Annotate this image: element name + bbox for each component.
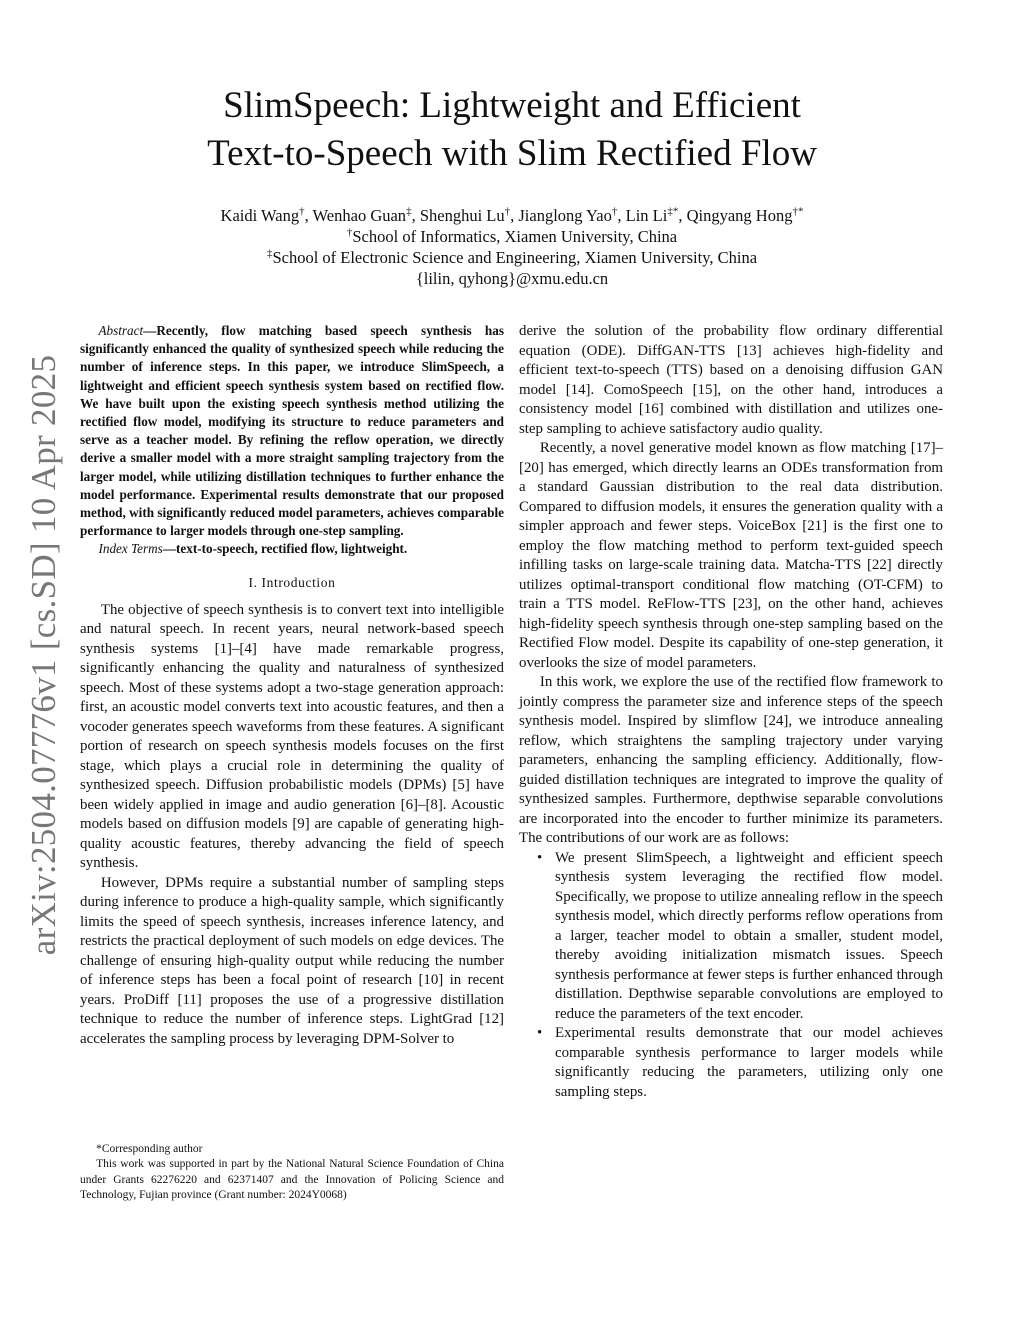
body-paragraph: In this work, we explore the use of the rectified flow framework to jointly compress the parameter size and inference steps of the speech synthesis model. Inspired by slimflow [24], we introduce annealing reflow, which straightens the sampling trajectory under varying parameters, enhancing the sampling efficiency. Additionally, flow-guided distillation techniques are integrated to improve the quality of synthesized samples. Furthermore, depthwise separable convolutions are incorporated into the encoder to further minimize its parameters. The contributions of our work are as follows: bbox=[519, 674, 943, 846]
body-paragraph: However, DPMs require a substantial number of sampling steps during inference to produce a high-quality sample, which significantly limits the speed of speech synthesis, increases inference latency, and restricts the practical deployment of such models on edge devices. The challenge of ensuring high-quality output while reducing the number of inference steps has been a focal point of research [10] in recent years. ProDiff [11] proposes the use of a progressive distillation technique to reduce the number of inference steps. LightGrad [12] accelerates the sampling process by leveraging DPM-Solver to bbox=[80, 874, 504, 1047]
arxiv-side-stamp bbox=[0, 0, 90, 1325]
bullet-icon: • bbox=[537, 1025, 543, 1041]
index-terms bbox=[80, 540, 504, 558]
author: Kaidi Wang†, bbox=[220, 205, 313, 225]
left-column bbox=[80, 322, 504, 1049]
bullet-icon: • bbox=[537, 849, 543, 866]
author-list bbox=[100, 205, 924, 226]
footnote-funding: This work was supported in part by the National Natural Science Foundation of China under Grants 62276220 and 62371407 and the Innovation of Policing Science and Technology, Fujian province (Grant number: 2024Y0068) bbox=[80, 1158, 504, 1202]
index-terms-text: —text-to-speech, rectified flow, lightweight. bbox=[162, 541, 408, 557]
footnotes bbox=[80, 1142, 504, 1204]
body-paragraph: derive the solution of the probability flow ordinary differential equation (ODE). DiffGAN-TTS [13] achieves high-fidelity and efficient text-to-speech (TTS) based on a denoising diffusion GAN model [14]. ComoSpeech [15], on the other hand, introduces a consistency model [16] combined with distillation and utilizes one-step sampling to achieve satisfactory audio quality. bbox=[519, 323, 943, 437]
section-heading: I. Introduction bbox=[248, 574, 336, 590]
footnote-corresponding: *Corresponding author bbox=[96, 1143, 203, 1155]
affiliation: ‡School of Electronic Science and Engineering, Xiamen University, China bbox=[266, 247, 758, 267]
affiliation: †School of Informatics, Xiamen University, China bbox=[346, 226, 678, 246]
title-block bbox=[100, 82, 924, 289]
list-item: • Experimental results demonstrate that our model achieves comparable synthesis performance to larger models while significantly reducing the parameters, utilizing only one sampling steps. bbox=[537, 1025, 943, 1100]
paper-title bbox=[100, 82, 924, 178]
body-paragraph: The objective of speech synthesis is to convert text into intelligible and natural speech. In recent years, neural network-based speech synthesis systems [1]–[4] have made remarkable progress, significantly enhancing the quality and naturalness of synthesized speech. Most of these systems adopt a two-stage generation approach: first, an acoustic model converts text into acoustic features, and then a vocoder generates speech waveforms from these features. A significant portion of research on speech synthesis models focuses on the first stage, which plays a crucial role in determining the quality of synthesized speech. Diffusion probabilistic models (DPMs) [5] have been widely applied in image and audio generation [6]–[8]. Acoustic models based on diffusion models [9] are capable of generating high-quality acoustic features, thereby advancing the field of speech synthesis. bbox=[80, 601, 504, 872]
body-paragraph: Recently, a novel generative model known as flow matching [17]–[20] has emerged, which directly learns an ODEs transformation from a standard Gaussian distribution to the real data distribution. Compared to diffusion models, it ensures the generation quality with a simpler approach and fewer steps. VoiceBox [21] is the first one to employ the flow matching method to perform text-guided speech infilling tasks on large-scale training data. Matcha-TTS [22] directly utilizes optimal-transport conditional flow matching (OT-CFM) to train a TTS model. ReFlow-TTS [23], on the other hand, achieves high-fidelity speech synthesis through one-step sampling based on the Rectified Flow model. Despite its capability of one-step generation, it overlooks the size of model parameters. bbox=[519, 440, 943, 671]
title-line-2: Text-to-Speech with Slim Rectified Flow bbox=[207, 133, 817, 174]
author: Lin Li‡*, bbox=[625, 205, 687, 225]
contribution-list bbox=[519, 849, 943, 1103]
index-terms-label: Index Terms bbox=[98, 541, 163, 557]
list-item: • We present SlimSpeech, a lightweight and efficient speech synthesis system leveraging the rectified flow model. Specifically, we propose to utilize annealing reflow in the speech synthesis model, which directly performs reflow operations from a larger, teacher model to obtain a smaller, student model, thereby avoiding initialization mismatch issues. Speech synthesis performance at fewer steps is further enhanced through distillation. Depthwise separable convolutions are employed to reduce the parameters of the text encoder. bbox=[537, 849, 943, 1022]
abstract-label: Abstract bbox=[98, 323, 144, 338]
abstract-text: —Recently, flow matching based speech synthesis has significantly enhanced the quality of synthesized speech while reducing the number of inference steps. In this paper, we introduce SlimSpeech, a lightweight and efficient speech synthesis system based on rectified flow. We have built upon the existing speech synthesis method utilizing the rectified flow model, modifying its structure to reduce parameters and serve as a teacher model. By refining the reflow operation, we directly derive a smaller model with a more straight sampling trajectory from the larger model, while utilizing distillation techniques to further enhance the model performance. Experimental results demonstrate that our proposed method, with significantly reduced model parameters, achieves comparable performance to larger models through one-step sampling. bbox=[80, 323, 504, 539]
author: Wenhao Guan‡, bbox=[312, 205, 420, 225]
abstract bbox=[80, 322, 504, 540]
right-column bbox=[519, 322, 943, 1102]
author: Qingyang Hong†* bbox=[686, 205, 804, 225]
title-line-1: SlimSpeech: Lightweight and Efficient bbox=[223, 85, 801, 126]
arxiv-identifier: arXiv:2504.07776v1 [cs.SD] 10 Apr 2025 bbox=[24, 354, 63, 956]
author: Jianglong Yao†, bbox=[518, 205, 626, 225]
contact-email: {lilin, qyhong}@xmu.edu.cn bbox=[415, 269, 609, 288]
author: Shenghui Lu†, bbox=[419, 205, 519, 225]
